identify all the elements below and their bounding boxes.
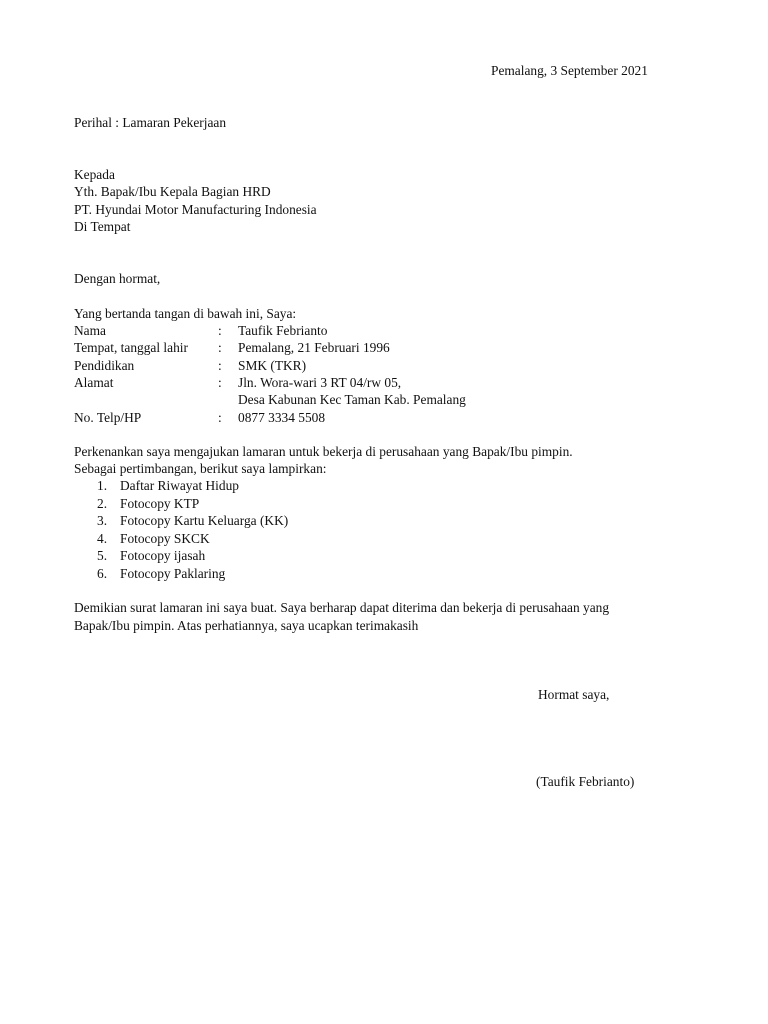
identity-label-education: Pendidikan	[74, 358, 135, 373]
identity-value-address-1: Jln. Wora-wari 3 RT 04/rw 05,	[238, 375, 402, 390]
place-date: Pemalang, 3 September 2021	[491, 63, 648, 78]
identity-label-phone: No. Telp/HP	[74, 410, 142, 425]
body-paragraph-line-2: Sebagai pertimbangan, berikut saya lampirkan:	[74, 461, 327, 476]
identity-colon: :	[218, 410, 222, 425]
identity-label-name: Nama	[74, 323, 106, 338]
identity-colon: :	[218, 358, 222, 373]
identity-value-education: SMK (TKR)	[238, 358, 307, 373]
identity-value-phone: 0877 3334 5508	[238, 410, 326, 425]
intro-line: Yang bertanda tangan di bawah ini, Saya:	[74, 306, 297, 321]
identity-value-address-2: Desa Kabunan Kec Taman Kab. Pemalang	[238, 392, 466, 407]
list-item-number: 2.	[97, 495, 108, 511]
recipient-line-2: Yth. Bapak/Ibu Kepala Bagian HRD	[74, 184, 271, 199]
identity-value-name: Taufik Febrianto	[238, 323, 328, 338]
signature-name: (Taufik Febrianto)	[536, 774, 635, 789]
list-item-text: Fotocopy KTP	[120, 495, 200, 511]
identity-label-birth: Tempat, tanggal lahir	[74, 340, 188, 355]
list-item-number: 6.	[97, 565, 108, 581]
subject-line: Perihal : Lamaran Pekerjaan	[74, 115, 227, 130]
identity-label-address: Alamat	[74, 375, 114, 390]
recipient-line-4: Di Tempat	[74, 219, 131, 234]
greeting: Dengan hormat,	[74, 271, 161, 286]
list-item-text: Fotocopy SKCK	[120, 530, 210, 546]
recipient-line-3: PT. Hyundai Motor Manufacturing Indonesia	[74, 202, 317, 217]
identity-value-birth: Pemalang, 21 Februari 1996	[238, 340, 390, 355]
list-item-text: Fotocopy Paklaring	[120, 565, 226, 581]
sign-off: Hormat saya,	[538, 687, 610, 702]
list-item-text: Daftar Riwayat Hidup	[120, 478, 239, 493]
closing-line-1: Demikian surat lamaran ini saya buat. Saya berharap dapat diterima dan bekerja di perusahaan yang	[74, 600, 610, 615]
list-item-text: Fotocopy Kartu Keluarga (KK)	[120, 513, 289, 529]
list-item-number: 5.	[97, 548, 108, 564]
list-item-number: 4.	[97, 530, 108, 546]
identity-colon: :	[218, 323, 222, 338]
identity-colon: :	[218, 375, 222, 390]
list-item-text: Fotocopy ijasah	[120, 548, 206, 564]
closing-line-2: Bapak/Ibu pimpin. Atas perhatiannya, saya ucapkan terimakasih	[74, 618, 419, 633]
list-item-number: 1.	[97, 478, 108, 493]
body-paragraph-line-1: Perkenankan saya mengajukan lamaran untuk bekerja di perusahaan yang Bapak/Ibu pimpin.	[74, 444, 573, 459]
identity-colon: :	[218, 340, 222, 355]
list-item-number: 3.	[97, 513, 108, 529]
recipient-line-1: Kepada	[74, 167, 115, 182]
